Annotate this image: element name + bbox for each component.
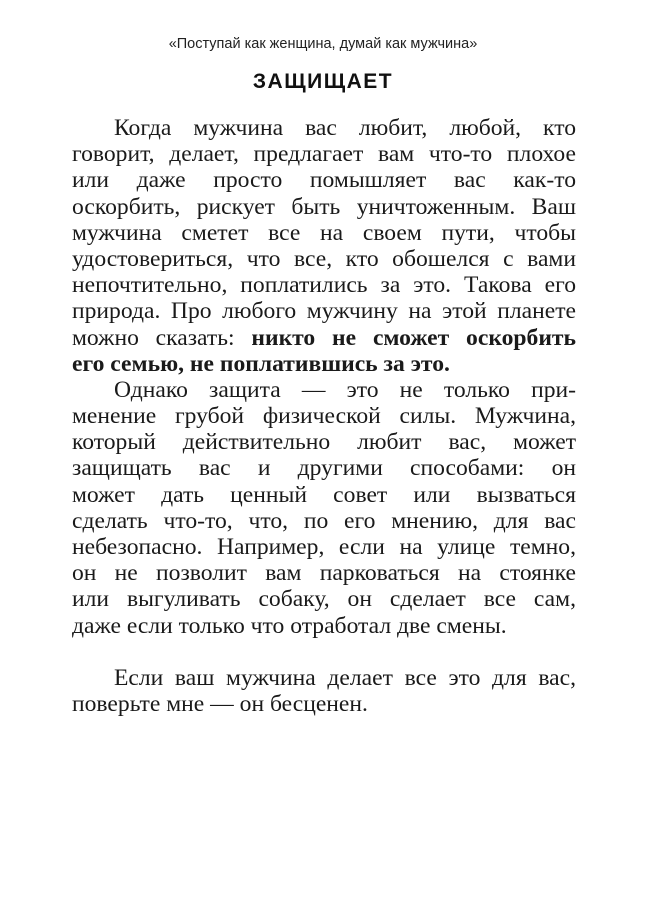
text-line: может дать ценный совет или вызваться	[72, 481, 576, 508]
text-run: можно сказать:	[72, 324, 252, 351]
text-line	[72, 351, 576, 377]
text-line: мужчина сметет все на своем пути, чтобы	[72, 219, 576, 246]
text-line: Однако защита — это не только при-	[114, 376, 576, 403]
text-line: даже если только что отработал две смены.	[72, 612, 507, 639]
text-line: он не позволит вам парковаться на стоянке	[72, 560, 576, 587]
body-text	[72, 115, 576, 717]
text-line: удостовериться, что все, кто обошелся с вами	[72, 245, 576, 272]
text-line: Если ваш мужчина делает все это для вас,	[114, 664, 576, 691]
text-line: непочтительно, поплатились за это. Такова его	[72, 272, 576, 299]
text-line: который действительно любит вас, может	[72, 429, 576, 456]
text-line: природа. Про любого мужчину на этой планете	[72, 298, 576, 325]
text-line: или выгуливать собаку, он сделает все сам,	[72, 586, 576, 613]
emphasis-text: никто не сможет оскорбить	[251, 324, 576, 351]
paragraph-1	[72, 115, 576, 377]
paragraph-3	[72, 665, 576, 717]
text-line: сделать что-то, что, по его мнению, для вас	[72, 507, 576, 534]
chapter-title: ЗАЩИЩАЕТ	[252, 70, 394, 93]
text-line: говорит, делает, предлагает вам что-то плохое	[72, 141, 576, 168]
text-line: защищать вас и другими способами: он	[72, 455, 576, 482]
text-line-mixed	[72, 325, 576, 351]
text-line: оскорбить, рискует быть уничтоженным. Ваш	[72, 193, 576, 220]
text-line: менение грубой физической силы. Мужчина,	[72, 403, 576, 430]
text-line: небезопасно. Например, если на улице темно,	[72, 534, 576, 560]
running-header: «Поступай как женщина, думай как мужчина»	[168, 36, 478, 52]
emphasis-text: его семью, не поплатившись за это.	[72, 350, 450, 377]
text-line: Когда мужчина вас любит, любой, кто	[114, 115, 576, 141]
paragraph-gap	[72, 639, 576, 665]
text-line: поверьте мне — он бесценен.	[72, 691, 368, 718]
paragraph-2	[72, 377, 576, 639]
text-line: или даже просто помышляет вас как-то	[72, 167, 576, 194]
